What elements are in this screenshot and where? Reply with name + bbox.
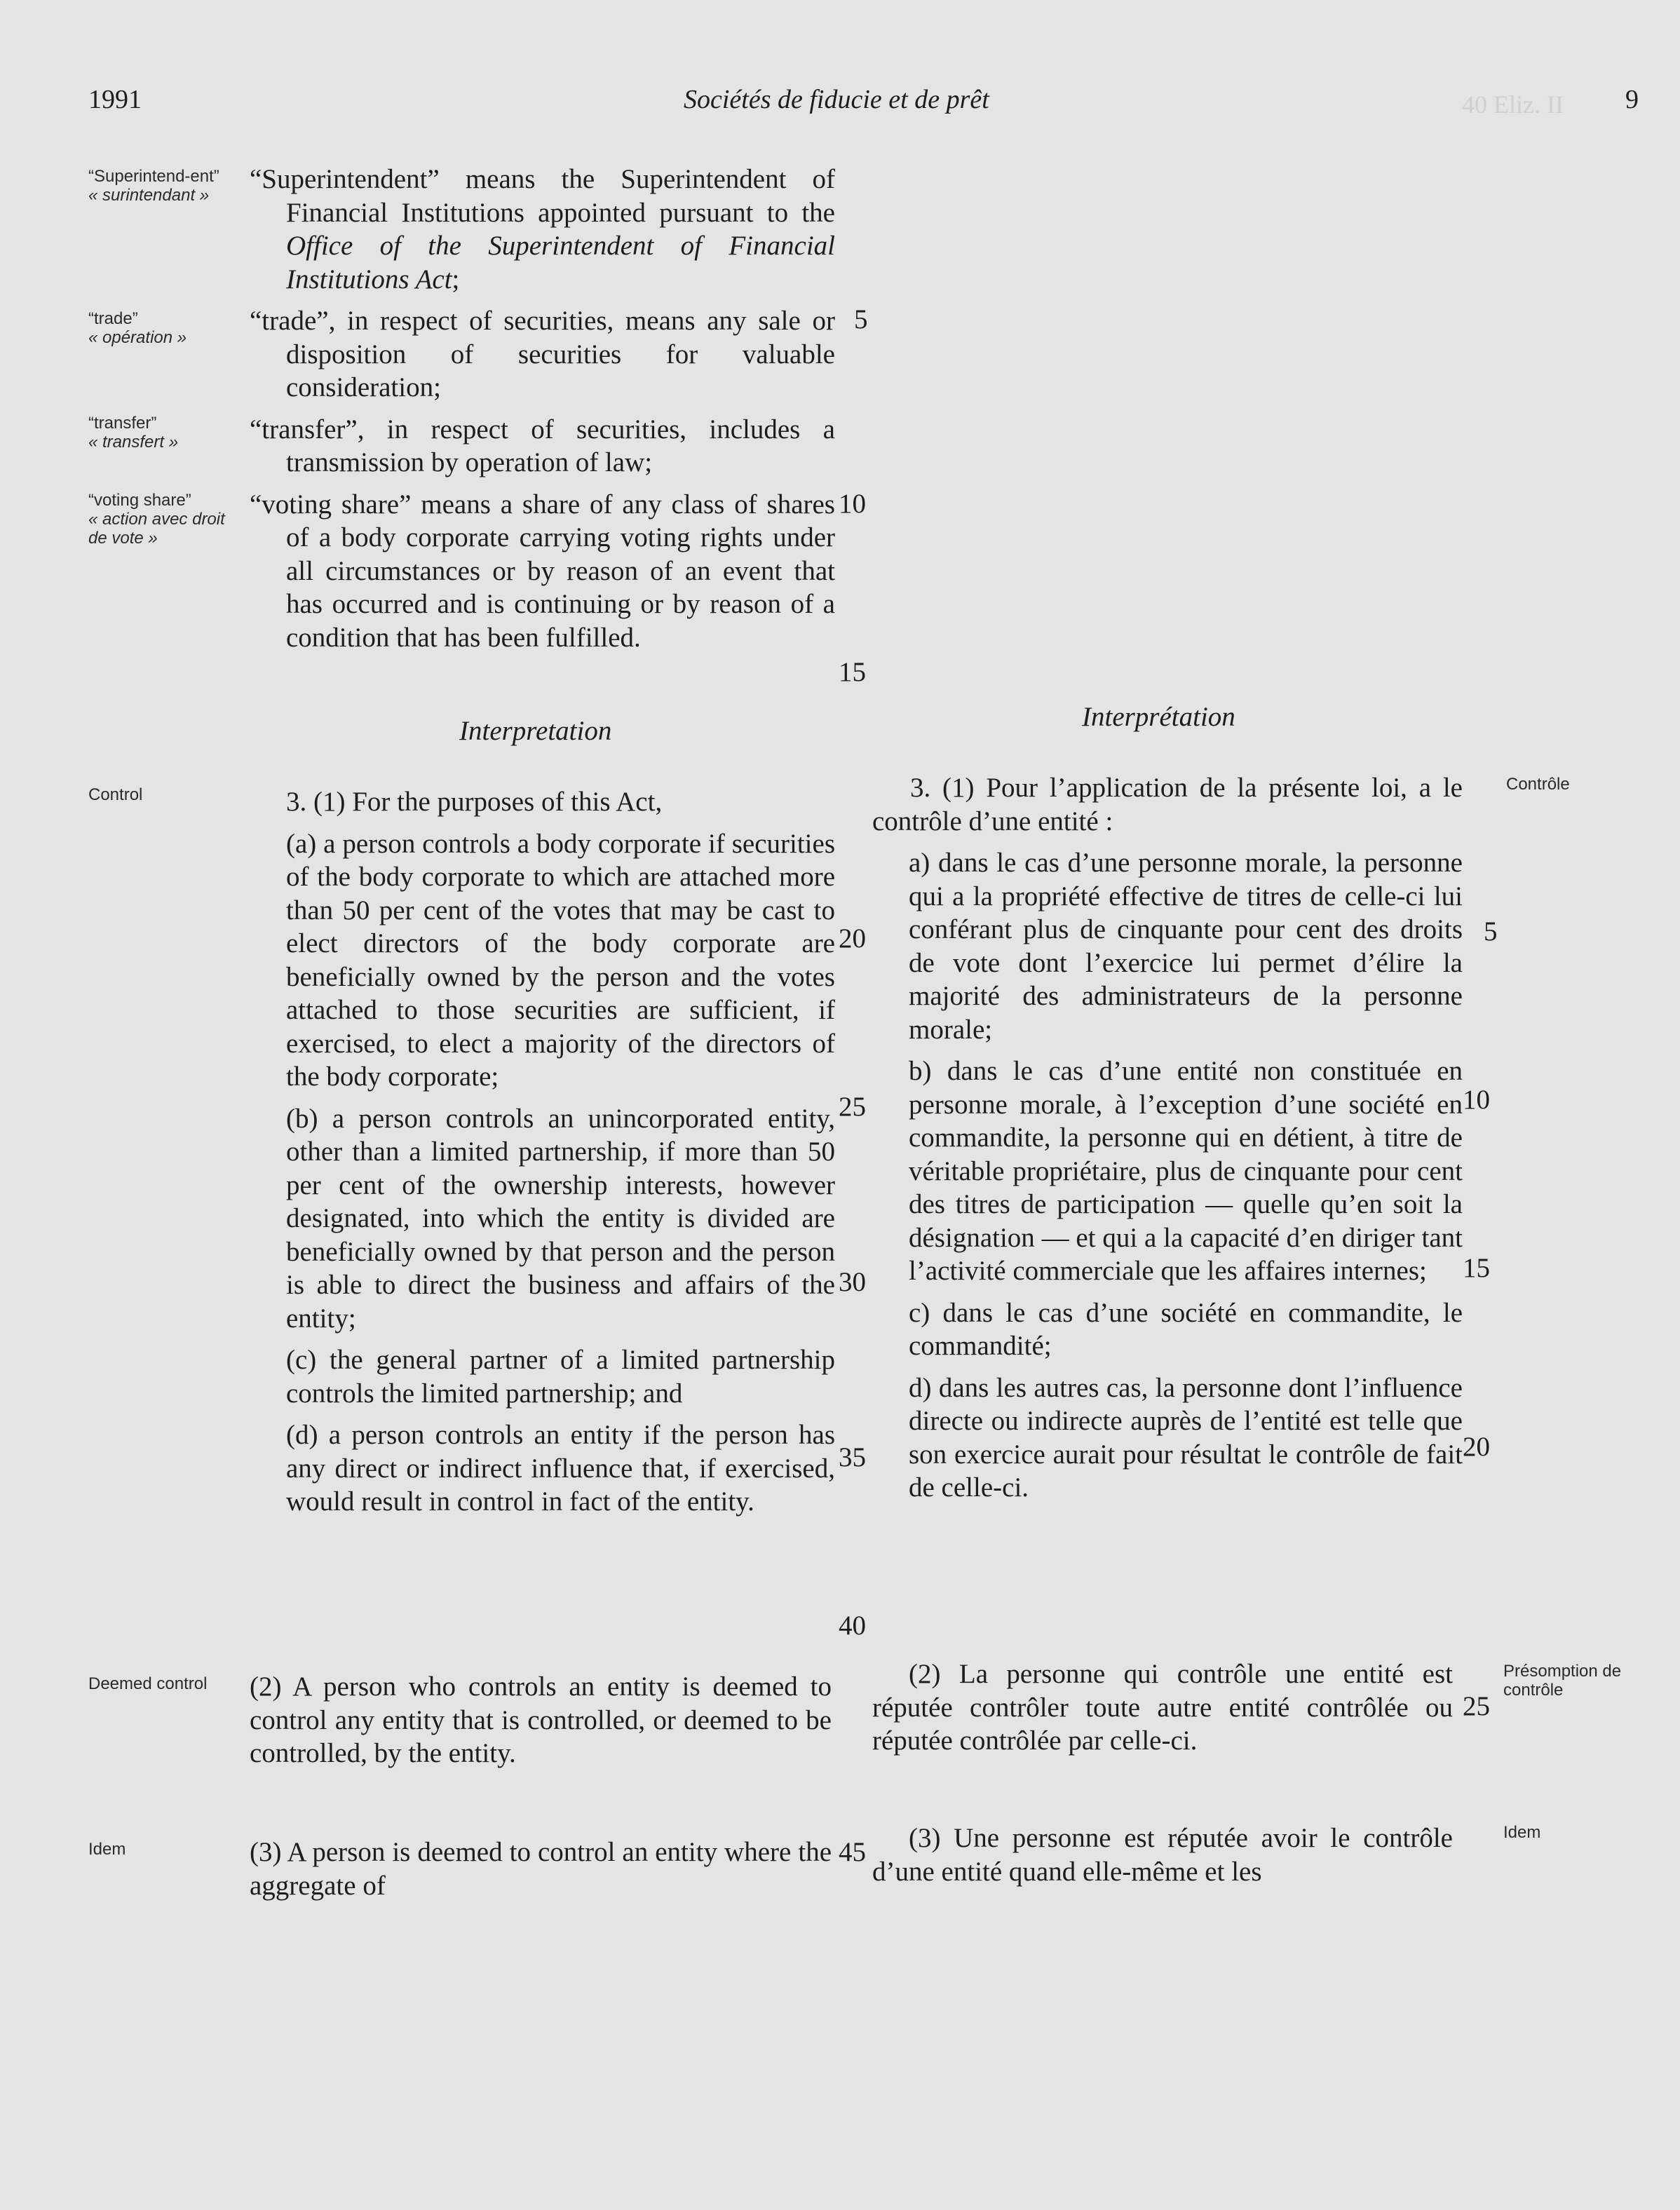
line-number: 10 xyxy=(839,489,866,519)
s3-1-a: (a) a person controls a body corporate if securities of the body corporate to which are attached more than 50 per cent of the votes that may be cast to elect directors of the body corporate are beneficially owned by the person and the votes attached to those securities are sufficient, if exercised, to elect a majority of the directors of the body corporate; xyxy=(286,828,835,1092)
definition-voting-share: “voting share” means a share of any class of shares of a body corporate carrying voting rights under all circumstances or by reason of an event that has occurred and is continuing or by reason of a condition that has been fulfilled. xyxy=(250,489,835,653)
english-definitions xyxy=(250,163,835,654)
line-number: 45 xyxy=(839,1837,866,1867)
definition-superintendent xyxy=(250,163,835,296)
line-number: 35 xyxy=(839,1442,866,1472)
s3-3: (3) A person is deemed to control an entity where the aggregate of xyxy=(250,1837,832,1901)
margin-note-presomption: Présomption de contrôle xyxy=(1503,1662,1622,1700)
header-title: Sociétés de fiducie et de prêt xyxy=(684,85,989,114)
margin-note-control: Control xyxy=(88,785,143,804)
bleed-through-header: 40 Eliz. II xyxy=(1462,90,1564,118)
margin-note-en: “Superintend-ent” xyxy=(88,167,219,186)
margin-note-superintendent xyxy=(88,167,229,205)
line-number: 30 xyxy=(839,1267,866,1297)
s3-1-b: (b) a person controls an unincorporated entity, other than a limited partnership, if more than 50 per cent of the ownership interests, however designated, into which the entity is divided are beneficially owned by that person and the person is able to direct the business and affairs of the entity; xyxy=(286,1103,835,1334)
definition-text: “Superintendent” means the Superintendent of Financial Institutions appointed pursuant to the xyxy=(250,164,835,228)
line-number: 15 xyxy=(839,657,866,687)
section-heading-english: Interpretation xyxy=(459,716,612,746)
s3-1-c-fr: c) dans le cas d’une société en commandite, le commandité; xyxy=(909,1297,1463,1361)
margin-note-fr: « action avec droit de vote » xyxy=(88,510,225,548)
line-number: 25 xyxy=(1463,1691,1490,1721)
line-number: 15 xyxy=(1463,1253,1490,1283)
page-number: 9 xyxy=(1625,85,1639,114)
act-title: Office of the Superintendent of Financial Institutions Act xyxy=(286,231,835,294)
margin-note-voting-share xyxy=(88,491,229,548)
margin-note-fr: « transfert » xyxy=(88,433,179,452)
s3-1-d-fr: d) dans les autres cas, la personne dont l’influence directe ou indirecte auprès de l’entité est telle que son exercice aurait pour résultat le contrôle de fait de celle-ci. xyxy=(909,1372,1463,1503)
s3-1-c: (c) the general partner of a limited partnership controls the limited partnership; and xyxy=(286,1345,835,1409)
line-number: 25 xyxy=(839,1092,866,1122)
margin-note-deemed-control: Deemed control xyxy=(88,1674,208,1693)
french-section-3-2 xyxy=(872,1658,1453,1758)
line-number: 5 xyxy=(1484,916,1498,947)
s3-1-d: (d) a person controls an entity if the person has any direct or indirect influence that, if exercised, would result in control in fact of the entity. xyxy=(286,1420,835,1517)
line-number: 20 xyxy=(1463,1432,1490,1462)
line-number: 5 xyxy=(854,304,868,334)
s3-3-fr: (3) Une personne est réputée avoir le contrôle d’une entité quand elle-même et les xyxy=(872,1823,1453,1887)
french-section-3-3 xyxy=(872,1822,1453,1888)
definition-transfer: “transfer”, in respect of securities, includes a transmission by operation of law; xyxy=(250,414,835,477)
english-section-3-1 xyxy=(250,785,835,1519)
english-section-3-2 xyxy=(250,1670,832,1770)
s3-2-fr: (2) La personne qui contrôle une entité est réputée contrôler toute autre entité contrôlée ou réputée contrôlée par celle-ci. xyxy=(872,1659,1453,1756)
line-number: 40 xyxy=(839,1611,866,1641)
margin-note-idem-fr: Idem xyxy=(1503,1823,1541,1842)
section-heading-french: Interprétation xyxy=(1082,702,1235,732)
s3-1-intro-fr: 3. (1) Pour l’application de la présente loi, a le contrôle d’une entité : xyxy=(872,773,1463,836)
s3-1-intro: 3. (1) For the purposes of this Act, xyxy=(286,787,663,817)
margin-note-en: “trade” xyxy=(88,309,138,328)
margin-note-trade xyxy=(88,309,229,347)
margin-note-transfer xyxy=(88,414,229,452)
s3-2: (2) A person who controls an entity is deemed to control any entity that is controlled, or deemed to be controlled, by the entity. xyxy=(250,1672,832,1768)
s3-1-a-fr: a) dans le cas d’une personne morale, la personne qui a la propriété effective de titres de celle-ci lui conférant plus de cinquante pour cent des droits de vote dont l’exercice lui permet d’élire la majorité des administrateurs de la personne morale; xyxy=(909,848,1463,1045)
definition-trade: “trade”, in respect of securities, means any sale or disposition of securities for valuable consideration; xyxy=(250,306,835,402)
margin-note-en: “voting share” xyxy=(88,491,191,510)
line-number: 20 xyxy=(839,923,866,954)
margin-note-controle: Contrôle xyxy=(1506,775,1570,794)
margin-note-fr: « opération » xyxy=(88,328,187,347)
header-year: 1991 xyxy=(88,85,142,114)
margin-note-en: “transfer” xyxy=(88,414,157,433)
line-number: 10 xyxy=(1463,1085,1490,1115)
s3-1-b-fr: b) dans le cas d’une entité non constituée en personne morale, à l’exception d’une société en commandite, la personne qui en détient, à titre de véritable propriétaire, plus de cinquante pour cent des titres de participation — quelle qu’en soit la désignation — et qui a la capacité d’en diriger tant l’activité commerciale que les affaires internes; xyxy=(909,1056,1463,1286)
margin-note-fr: « surintendant » xyxy=(88,186,210,205)
english-section-3-3 xyxy=(250,1836,832,1902)
french-section-3-1 xyxy=(872,771,1463,1505)
margin-note-idem: Idem xyxy=(88,1840,126,1859)
definition-punct: ; xyxy=(452,264,460,294)
